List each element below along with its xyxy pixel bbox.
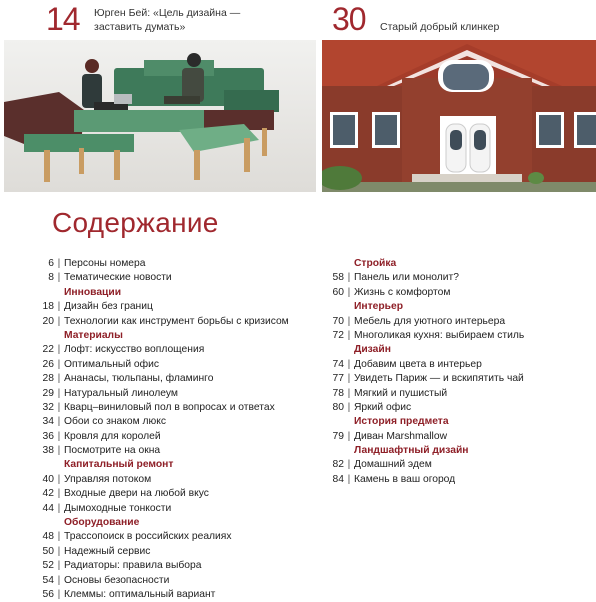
toc-entry-title: Панель или монолит? (354, 272, 459, 284)
toc-separator: | (57, 401, 61, 413)
toc-separator: | (57, 473, 61, 485)
toc-page-number: 42 (42, 488, 54, 500)
toc-entry-title: Тематические новости (64, 272, 172, 284)
toc-separator: | (57, 272, 61, 284)
toc-entry[interactable] (40, 343, 289, 357)
toc-entry-title: Радиаторы: правила выбора (64, 560, 202, 572)
toc-separator: | (347, 272, 351, 284)
toc-page-number: 38 (42, 445, 54, 457)
toc-section-heading: Инновации (64, 286, 122, 298)
toc-entry[interactable] (40, 387, 289, 401)
toc-entry-title: Трассопоиск в российских реалиях (64, 531, 232, 543)
toc-separator: | (57, 545, 61, 557)
toc-entry[interactable] (40, 574, 289, 588)
toc-entry-title: Кровля для королей (64, 430, 161, 442)
toc-separator: | (57, 387, 61, 399)
toc-separator: | (347, 373, 351, 385)
toc-entry-title: Дизайн без границ (64, 301, 153, 313)
toc-separator: | (347, 387, 351, 399)
toc-page-number: 74 (332, 358, 344, 370)
toc-section-heading: Интерьер (354, 301, 404, 313)
toc-entry-title: Домашний эдем (354, 459, 432, 471)
toc-entry-title: Клеммы: оптимальный вариант (64, 588, 216, 600)
toc-entry[interactable] (330, 401, 524, 415)
toc-entry[interactable] (330, 271, 524, 285)
toc-entry-title: Входные двери на любой вкус (64, 488, 209, 500)
toc-entry[interactable] (40, 588, 289, 602)
toc-separator: | (57, 488, 61, 500)
toc-separator: | (347, 315, 351, 327)
toc-page-number: 50 (42, 545, 54, 557)
toc-separator: | (57, 531, 61, 543)
toc-page-number: 22 (42, 344, 54, 356)
toc-page-number: 28 (42, 373, 54, 385)
feature-caption-1-line2: заставить думать» (94, 21, 186, 33)
toc-entry-title: Персоны номера (64, 258, 146, 269)
toc-entry[interactable] (330, 387, 524, 401)
toc-page-number: 84 (332, 473, 344, 485)
toc-entry[interactable] (40, 487, 289, 501)
toc-separator: | (57, 416, 61, 428)
toc-page-number: 80 (332, 401, 344, 413)
toc-page-number: 40 (42, 473, 54, 485)
photo-clinker-house[interactable] (322, 40, 596, 192)
toc-separator: | (57, 258, 61, 269)
toc-separator: | (57, 358, 61, 370)
toc-page-number: 56 (42, 588, 54, 600)
toc-entry[interactable] (330, 315, 524, 329)
toc-section-heading: Материалы (64, 329, 123, 341)
toc-entry-title: Посмотрите на окна (64, 445, 161, 457)
toc-page-number: 70 (332, 315, 344, 327)
toc-page-number: 36 (42, 430, 54, 442)
toc-entry-title: Ананасы, тюльпаны, фламинго (64, 373, 214, 385)
toc-page-number: 52 (42, 560, 54, 572)
toc-page-number: 6 (48, 258, 54, 269)
toc-separator: | (57, 344, 61, 356)
toc-entry[interactable] (40, 502, 289, 516)
toc-page-number: 29 (42, 387, 54, 399)
toc-entry-title: Кварц–виниловый пол в вопросах и ответах (64, 401, 275, 413)
toc-entry[interactable] (40, 358, 289, 372)
toc-entry[interactable] (40, 545, 289, 559)
toc-entry-title: Мягкий и пушистый (354, 387, 448, 399)
toc-page-number: 79 (332, 430, 344, 442)
toc-page-number: 60 (332, 286, 344, 298)
toc-entry[interactable] (330, 473, 524, 487)
toc-section-heading: Стройка (354, 258, 397, 269)
toc-page-number: 18 (42, 301, 54, 313)
toc-entry[interactable] (330, 329, 524, 343)
toc-entry[interactable] (330, 286, 524, 300)
toc-entry[interactable] (330, 458, 524, 472)
toc-page-number: 54 (42, 574, 54, 586)
toc-separator: | (57, 373, 61, 385)
toc-page-number: 48 (42, 531, 54, 543)
toc-separator: | (347, 286, 351, 298)
toc-entry[interactable] (330, 358, 524, 372)
toc-page-number: 8 (48, 272, 54, 284)
toc-entry-title: Диван Marshmallow (354, 430, 448, 442)
toc-separator: | (57, 588, 61, 600)
toc-separator: | (347, 358, 351, 370)
feature-page-number-1: 14 (46, 1, 80, 37)
feature-caption-2-line1: Старый добрый клинкер (380, 21, 500, 33)
toc-page-number: 26 (42, 358, 54, 370)
toc-separator: | (57, 574, 61, 586)
toc-separator: | (57, 430, 61, 442)
toc-separator: | (57, 301, 61, 313)
toc-entry[interactable] (40, 444, 289, 458)
toc-entry[interactable] (40, 559, 289, 573)
toc-entry-title: Многоликая кухня: выбираем стиль (354, 329, 525, 341)
toc-separator: | (57, 560, 61, 572)
toc-entry[interactable] (40, 530, 289, 544)
photo-designer-furniture[interactable] (4, 40, 316, 192)
toc-entry-title: Управляя потоком (64, 473, 152, 485)
toc-separator: | (347, 430, 351, 442)
toc-section-heading: Дизайн (354, 344, 391, 356)
toc-page-number: 34 (42, 416, 54, 428)
toc-entry[interactable] (40, 473, 289, 487)
toc-separator: | (57, 502, 61, 514)
toc-entry[interactable] (40, 300, 289, 314)
feature-caption-2 (380, 20, 499, 34)
toc-section-heading: История предмета (354, 416, 449, 428)
feature-caption-1-line1: Юрген Бей: «Цель дизайна — (94, 7, 241, 19)
toc-page-number: 72 (332, 329, 344, 341)
toc-entry[interactable] (40, 430, 289, 444)
toc-entry[interactable] (40, 257, 289, 271)
toc-right-column (330, 257, 524, 487)
toc-page-number: 58 (332, 272, 344, 284)
toc-entry[interactable] (40, 372, 289, 386)
toc-entry-title: Оптимальный офис (64, 358, 160, 370)
toc-entry-title: Жизнь с комфортом (354, 286, 451, 298)
toc-entry[interactable] (40, 271, 289, 285)
toc-separator: | (57, 445, 61, 457)
toc-entry-title: Обои со знаком люкс (64, 416, 167, 428)
toc-separator: | (347, 473, 351, 485)
toc-page-number: 20 (42, 315, 54, 327)
toc-entry-title: Технологии как инструмент борьбы с кризисом (64, 315, 289, 327)
toc-entry[interactable] (40, 315, 289, 329)
toc-entry-title: Натуральный линолеум (64, 387, 179, 399)
toc-section-heading: Капитальный ремонт (64, 459, 174, 471)
toc-entry-title: Добавим цвета в интерьер (354, 358, 482, 370)
feature-caption-1 (94, 6, 240, 34)
toc-entry-title: Яркий офис (354, 401, 412, 413)
toc-page-number: 77 (332, 373, 344, 385)
toc-page-number: 82 (332, 459, 344, 471)
toc-entry-title: Дымоходные тонкости (64, 502, 172, 514)
toc-separator: | (347, 459, 351, 471)
toc-page-number: 32 (42, 401, 54, 413)
toc-page-number: 44 (42, 502, 54, 514)
toc-entry-title: Надежный сервис (64, 545, 151, 557)
toc-entry-title: Увидеть Париж — и вскипятить чай (354, 373, 524, 385)
toc-separator: | (347, 401, 351, 413)
feature-page-number-2: 30 (332, 1, 366, 37)
toc-entry[interactable] (330, 372, 524, 386)
toc-left-column (40, 257, 289, 602)
toc-entry-title: Камень в ваш огород (354, 473, 456, 485)
toc-entry[interactable] (330, 430, 524, 444)
toc-entry[interactable] (40, 415, 289, 429)
toc-entry-title: Мебель для уютного интерьера (354, 315, 506, 327)
toc-entry-title: Лофт: искусство воплощения (64, 344, 205, 356)
contents-title: Содержание (52, 207, 219, 238)
toc-section-heading: Ландшафтный дизайн (354, 445, 469, 457)
toc-entry[interactable] (40, 401, 289, 415)
toc-section-heading: Оборудование (64, 517, 140, 529)
toc-separator: | (57, 315, 61, 327)
toc-page-number: 78 (332, 387, 344, 399)
toc-separator: | (347, 329, 351, 341)
toc-entry-title: Основы безопасности (64, 574, 170, 586)
